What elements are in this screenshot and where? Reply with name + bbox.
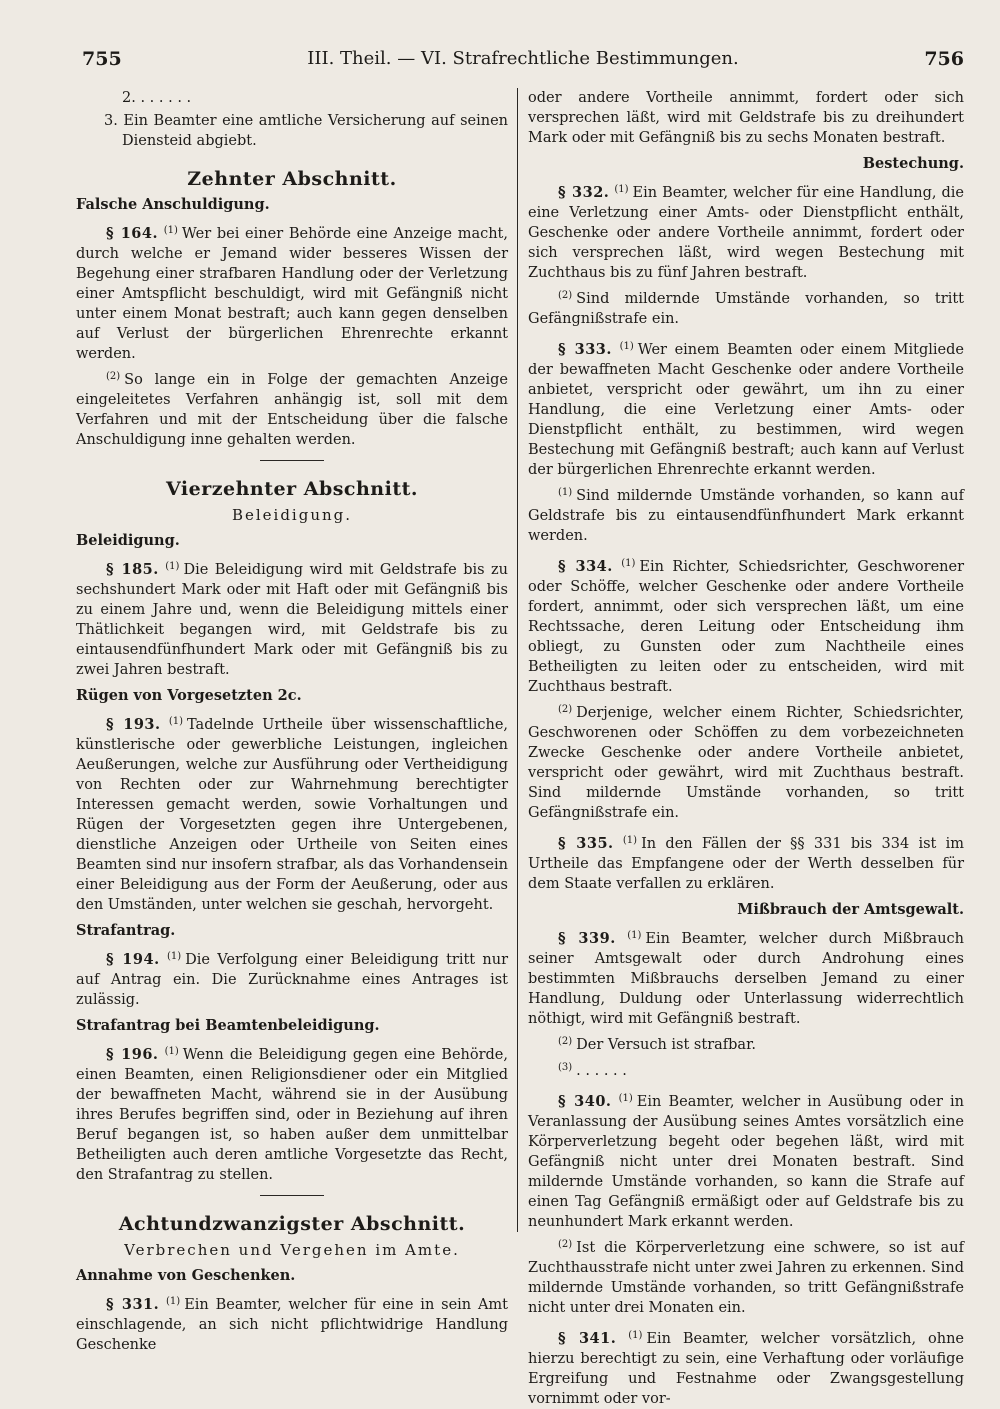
paragraph-text: Die Verfolgung einer Beleidigung tritt nur auf Antrag ein. Die Zurücknahme eines Antrages ist zulässig. (76, 952, 509, 1008)
section-number: § 335. (558, 835, 614, 852)
section-number: § 333. (558, 341, 612, 358)
paragraph-333-2 (528, 483, 964, 546)
subsection-marker: (1) (168, 716, 183, 727)
subsection-marker: (1) (621, 558, 636, 569)
paragraph-334 (528, 554, 964, 697)
subsection-marker: (1) (614, 184, 629, 195)
chapter-title: Achtundzwanzigster Abschnitt. (118, 1213, 466, 1235)
subsection-marker: (1) (166, 1296, 181, 1307)
paragraph-text: Ein Richter, Schiedsrichter, Geschworener oder Schöffe, welcher Geschenke oder andere Vortheile fordert, annimmt, oder sich versprechen läßt, um eine Rechtssache, deren Leitung oder Entscheidung ihm obliegt, zu Gunsten oder zum Nachtheile eines Betheiligten zu leiten oder zu entscheiden, wird mit Zuchthaus bestraft. (528, 559, 964, 695)
paragraph-text: Sind mildernde Umstände vorhanden, so kann auf Geldstrafe bis zu eintausendfünfhundert Mark erkannt werden. (528, 488, 964, 544)
paragraph-335 (528, 831, 964, 894)
subsection-marker: (1) (619, 341, 634, 352)
section-number: § 332. (558, 184, 610, 201)
chapter-title: Zehnter Abschnitt. (187, 168, 397, 190)
paragraph-185 (76, 557, 508, 680)
paragraph-text: In den Fällen der §§ 331 bis 334 ist im Urtheile das Empfangene oder der Werth desselben für dem Staate verfallen zu erklären. (528, 836, 965, 892)
paragraph-194 (76, 947, 508, 1010)
paragraph-text: Ein Beamter, welcher in Ausübung oder in Veranlassung der Ausübung seines Amtes vorsätzlich eine Körperverletzung begeht oder begehen läßt, wird mit Gefängniß nicht unter drei Monaten bestraft. Sind mildernde Umstände vorhanden, so kann die Strafe auf einen Tag Gefängniß ermäßigt oder auf Geldstrafe bis zu neunhundert Mark erkannt werden. (528, 1094, 964, 1230)
paragraph-text: Tadelnde Urtheile über wissenschaftliche, künstlerische oder gewerbliche Leistungen, ingleichen Aeußerungen, welche zur Ausführung oder Vertheidigung von Rechten oder zur Wahrnehmung berechtigter Interessen gemacht werden, sowie Vorhaltungen und Rügen der Vorgesetzten gegen ihre Untergebenen, dienstliche Anzeigen oder Urtheile von Seiten eines Beamten sind nur insofern strafbar, als das Vorhandensein einer Beleidigung aus der Form der Aeußerung, oder aus den Umständen, unter welchen sie geschah, hervorgeht. (76, 717, 509, 913)
paragraph-334-2 (528, 700, 964, 823)
section-number: § 331. (106, 1296, 160, 1313)
subsection-marker: (1) (627, 930, 642, 941)
paragraph-text: Ein Beamter, welcher durch Mißbrauch seiner Amtsgewalt oder durch Androhung eines bestimmten Mißbrauchs derselben Jemand zu einer Handlung, Duldung oder Unterlassung widerrechtlich nöthigt, wird mit Gefängniß bestraft. (528, 931, 965, 1027)
chapter-subtitle: Beleidigung. (231, 506, 353, 524)
paragraph-text: . . . . . . (576, 1063, 627, 1079)
subsection-marker: (1) (166, 951, 182, 962)
section-number: § 334. (558, 558, 613, 575)
right-column (528, 88, 965, 1407)
paragraph-193 (76, 712, 508, 915)
paragraph-text: Der Versuch ist strafbar. (576, 1037, 757, 1053)
paragraph-339-2 (528, 1032, 964, 1055)
subsection-marker: (2) (558, 1036, 573, 1047)
paragraph-text: Wer bei einer Behörde eine Anzeige macht, durch welche er Jemand wider besseres Wissen der Begehung einer strafbaren Handlung oder der Verletzung einer Amtspflicht beschuldigt, wird mit Gefängniß nicht unter einem Monat bestraft; auch kann gegen denselben auf Verlust der bürgerlichen Ehrenrechte erkannt werden. (76, 226, 508, 362)
column-divider (517, 88, 518, 1232)
subsection-marker: (1) (165, 561, 180, 572)
section-heading: Mißbrauch der Amtsgewalt. (737, 901, 964, 918)
paragraph-332 (528, 180, 964, 283)
page-number-left: 755 (82, 48, 122, 70)
subsection-marker: (3) (558, 1062, 573, 1073)
paragraph-text: Sind mildernde Umstände vorhanden, so tritt Gefängnißstrafe ein. (528, 291, 964, 327)
paragraph-text: Ein Beamter, welcher für eine Handlung, die eine Verletzung einer Amts- oder Dienstpflicht enthält, Geschenke oder andere Vortheile annimmt, fordert oder sich versprechen läßt, wird wegen Bestechung mit Zuchthaus bis zu fünf Jahren bestraft. (528, 185, 965, 281)
paragraph-text: Die Beleidigung wird mit Geldstrafe bis zu sechshundert Mark oder mit Haft oder mit Gefängniß bis zu einem Jahre und, wenn die Beleidigung mittels einer Thätlichkeit begangen wird, mit Geldstrafe bis zu eintausendfünfhundert Mark oder mit Gefängniß bis zu zwei Jahren bestraft. (76, 562, 509, 678)
section-heading: Strafantrag bei Beamtenbeleidigung. (76, 1017, 380, 1034)
chapter-subtitle: Verbrechen und Vergehen im Amte. (124, 1241, 460, 1259)
paragraph-text: So lange ein in Folge der gemachten Anzeige eingeleitetes Verfahren anhängig ist, soll mit dem Verfahren und mit der Entscheidung über die falsche Anschuldigung inne gehalten werden. (76, 372, 508, 448)
divider-rule (260, 460, 324, 461)
section-heading: Strafantrag. (76, 922, 176, 939)
page-header (82, 44, 964, 78)
divider-rule (260, 1195, 324, 1196)
section-heading: Bestechung. (862, 155, 964, 172)
section-number: § 194. (106, 951, 160, 968)
paragraph-340 (528, 1089, 964, 1232)
item-text: Ein Beamter eine amtliche Versicherung auf seinen Diensteid abgiebt. (122, 113, 508, 149)
paragraph-341 (528, 1326, 964, 1409)
paragraph-text: Ist die Körperverletzung eine schwere, so ist auf Zuchthausstrafe nicht unter zwei Jahren zu erkennen. Sind mildernde Umstände vorhanden, so tritt Gefängnißstrafe nicht unter drei Monaten ein. (528, 1240, 964, 1316)
left-column (76, 88, 509, 1353)
section-number: § 196. (106, 1046, 159, 1063)
running-title: III. Theil. — VI. Strafrechtliche Bestimmungen. (307, 48, 739, 69)
subsection-marker: (1) (558, 487, 573, 498)
list-item (76, 111, 508, 151)
section-heading: Annahme von Geschenken. (76, 1267, 296, 1284)
paragraph-331 (76, 1292, 508, 1355)
subsection-marker: (2) (558, 290, 573, 301)
section-number: § 164. (106, 225, 159, 242)
chapter-title: Vierzehnter Abschnitt. (165, 478, 419, 500)
paragraph-333 (528, 337, 964, 480)
paragraph-339 (528, 926, 964, 1029)
list-item: 2. . . . . . . (122, 90, 192, 106)
section-heading: Beleidigung. (76, 532, 180, 549)
subsection-marker: (1) (164, 1046, 179, 1057)
paragraph-339-3 (528, 1058, 964, 1081)
page-number-right: 756 (924, 48, 964, 70)
item-number: 3. (104, 113, 118, 129)
paragraph-340-2 (528, 1235, 964, 1318)
subsection-marker: (2) (558, 1239, 573, 1250)
paragraph-331-continued: oder andere Vortheile annimmt, fordert oder sich versprechen läßt, wird mit Geldstrafe bis zu dreihundert Mark oder mit Gefängniß bis zu sechs Monaten bestraft. (528, 90, 964, 146)
subsection-marker: (1) (618, 1093, 633, 1104)
paragraph-text: Ein Beamter, welcher für eine in sein Amt einschlagende, an sich nicht pflichtwidrige Handlung Geschenke (76, 1297, 509, 1353)
subsection-marker: (1) (628, 1330, 643, 1341)
paragraph-164 (76, 221, 508, 364)
subsection-marker: (1) (622, 835, 638, 846)
section-number: § 341. (558, 1330, 617, 1347)
section-number: § 339. (558, 930, 616, 947)
subsection-marker: (2) (106, 371, 121, 382)
paragraph-text: Wer einem Beamten oder einem Mitgliede der bewaffneten Macht Geschenke oder andere Vortheile anbietet, verspricht oder gewährt, um ihn zu einer Handlung, die eine Verletzung einer Amts- oder Dienstpflicht enthält, zu bestimmen, wird wegen Bestechung mit Gefängniß bestraft; auch kann auf Verlust der bürgerlichen Ehrenrechte erkannt werden. (528, 342, 964, 478)
section-number: § 185. (106, 561, 159, 578)
section-heading: Rügen von Vorgesetzten 2c. (76, 687, 302, 704)
paragraph-text: Ein Beamter, welcher vorsätzlich, ohne hierzu berechtigt zu sein, eine Verhaftung oder vorläufige Ergreifung und Festnahme oder Zwangsgestellung vornimmt oder vor- (528, 1331, 965, 1407)
paragraph-164-2 (76, 367, 508, 450)
subsection-marker: (2) (558, 704, 573, 715)
subsection-marker: (1) (163, 225, 178, 236)
section-number: § 340. (558, 1093, 612, 1110)
paragraph-332-2 (528, 286, 964, 329)
paragraph-text: Derjenige, welcher einem Richter, Schiedsrichter, Geschworenen oder Schöffen zu dem vorbezeichneten Zwecke Geschenke oder andere Vortheile anbietet, verspricht oder gewährt, wird mit Zuchthaus bestraft. Sind mildernde Umstände vorhanden, so tritt Gefängnißstrafe ein. (528, 705, 964, 821)
section-number: § 193. (106, 716, 161, 733)
paragraph-196 (76, 1042, 508, 1185)
paragraph-text: Wenn die Beleidigung gegen eine Behörde, einen Beamten, einen Religionsdiener oder ein Mitglied der bewaffneten Macht, während sie in der Ausübung ihres Berufes begriffen sind, oder in Beziehung auf ihren Beruf begangen ist, so haben außer dem unmittelbar Betheiligten auch deren amtliche Vorgesetzte das Recht, den Strafantrag zu stellen. (76, 1047, 509, 1183)
section-heading: Falsche Anschuldigung. (76, 196, 270, 213)
